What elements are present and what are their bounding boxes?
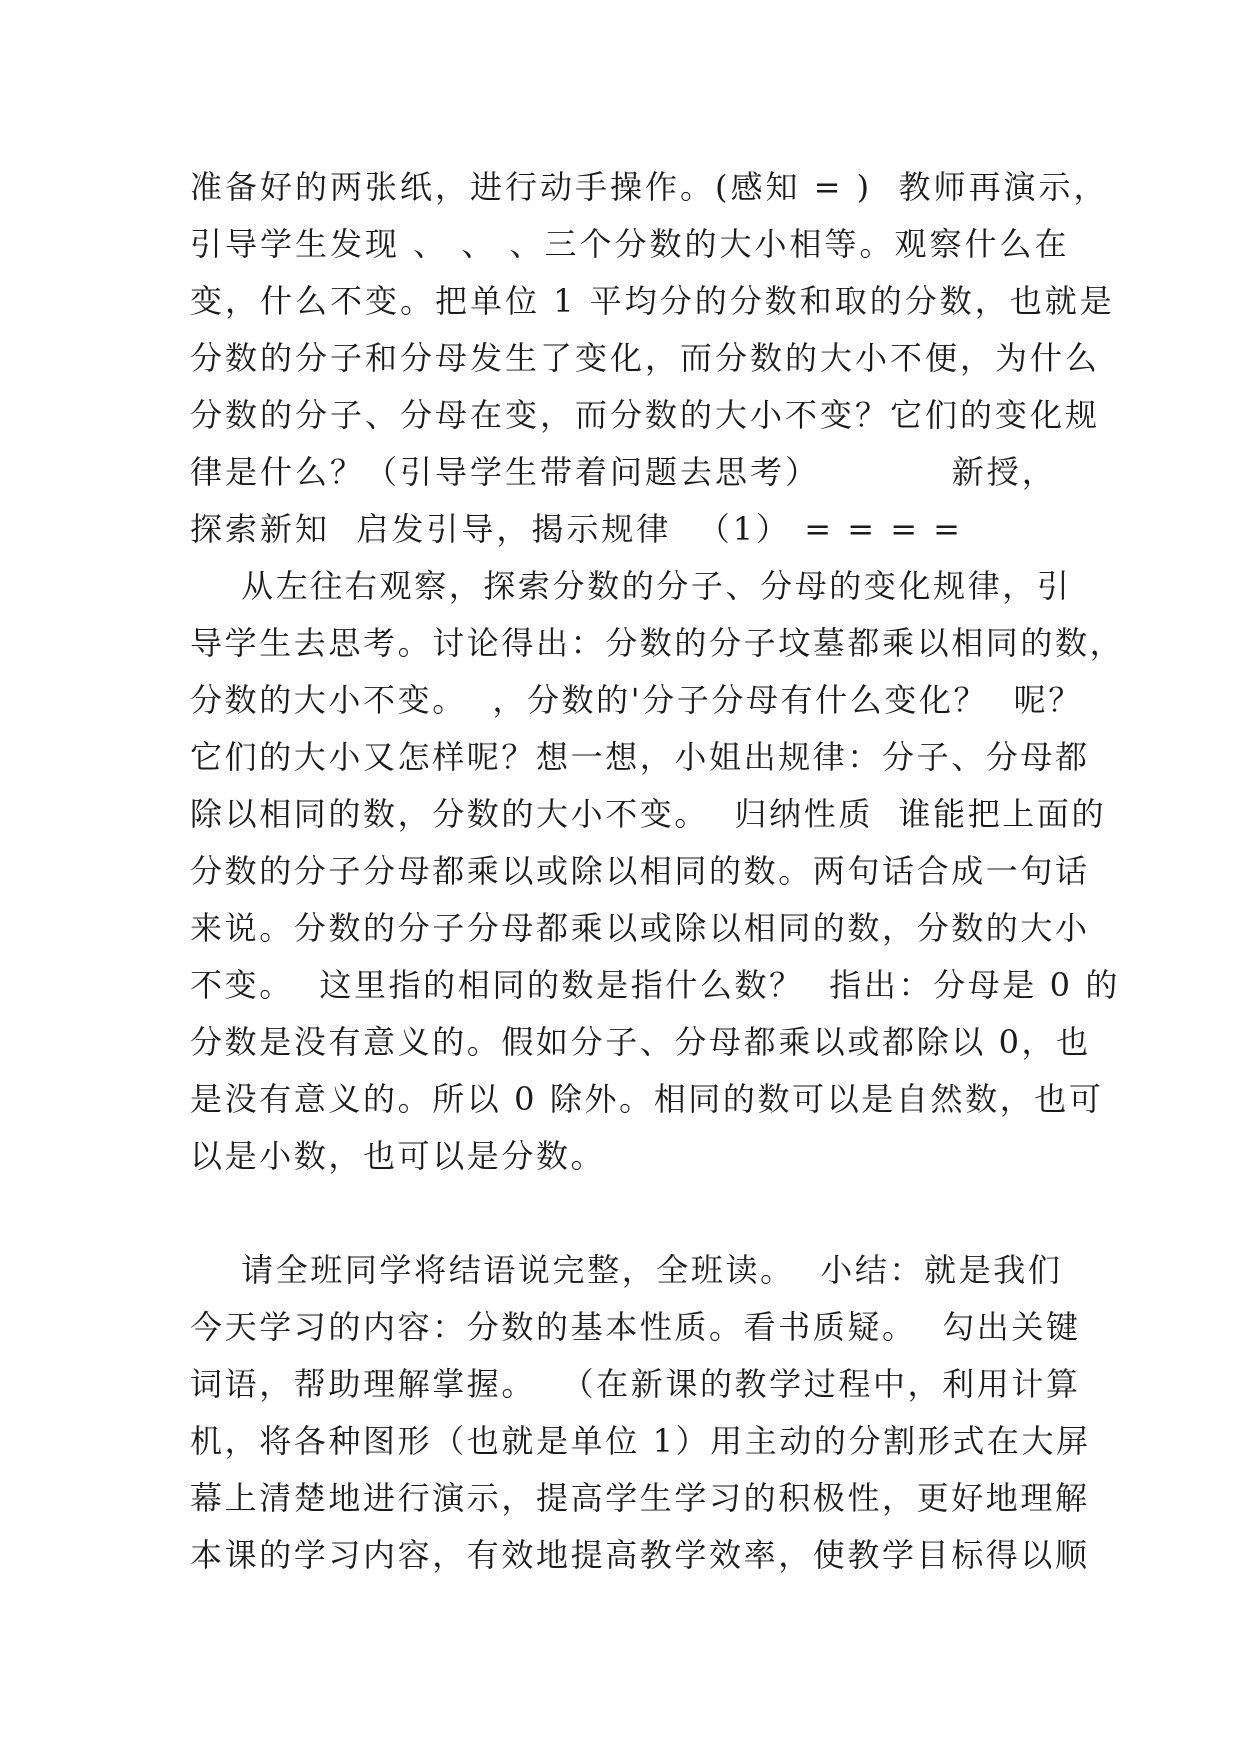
text-line: 变，什么不变。把单位 1 平均分的分数和取的分数，也就是: [190, 282, 1115, 320]
text-line: 从左往右观察，探索分数的分子、分母的变化规律，引: [190, 567, 1072, 605]
text-line: 请全班同学将结语说完整，全班读。 小结：就是我们: [190, 1251, 1063, 1289]
text-line: 分数的分子分母都乘以或除以相同的数。两句话合成一句话: [190, 852, 1090, 890]
text-line: 分数是没有意义的。假如分子、分母都乘以或都除以 0，也: [190, 1023, 1091, 1061]
text-line: 不变。 这里指的相同的数是指什么数？ 指出：分母是 0 的: [190, 966, 1120, 1004]
body-text: [190, 159, 1125, 1584]
text-line: 导学生去思考。讨论得出：分数的分子坟墓都乘以相同的数，: [190, 624, 1125, 662]
paragraph-3: [190, 1242, 1091, 1584]
text-line: [190, 1185, 1060, 1242]
text-line: 是没有意义的。所以 0 除外。相同的数可以是自然数，也可: [190, 1080, 1104, 1118]
text-line: 它们的大小又怎样呢？想一想，小姐出规律：分子、分母都: [190, 738, 1090, 776]
text-line: 今天学习的内容：分数的基本性质。看书质疑。 勾出关键: [190, 1308, 1081, 1346]
text-line: 探索新知 启发引导，揭示规律 （1） = = = =: [190, 510, 963, 548]
text-line: 幕上清楚地进行演示，提高学生学习的积极性，更好地理解: [190, 1479, 1090, 1517]
text-line: 律是什么？（引导学生带着问题去思考） 新授，: [190, 453, 1057, 491]
text-line: 准备好的两张纸，进行动手操作。(感知 = ) 教师再演示，: [190, 168, 1109, 206]
text-line: 除以相同的数，分数的大小不变。 归纳性质 谁能把上面的: [190, 795, 1107, 833]
paragraph-2: [190, 558, 1125, 1242]
text-line: 分数的分子、分母在变，而分数的大小不变？它们的变化规: [190, 396, 1101, 434]
text-line: 以是小数，也可以是分数。: [190, 1137, 606, 1175]
text-line: 来说。分数的分子分母都乘以或除以相同的数，分数的大小: [190, 909, 1090, 947]
text-line: 分数的分子和分母发生了变化，而分数的大小不便，为什么: [190, 339, 1101, 377]
text-line: 词语，帮助理解掌握。 （在新课的教学过程中，利用计算: [190, 1365, 1081, 1403]
text-line: 机，将各种图形（也就是单位 1）用主动的分割形式在大屏: [190, 1422, 1091, 1460]
paragraph-1: [190, 159, 1115, 558]
text-line: 本课的学习内容，有效地提高教学效率，使教学目标得以顺: [190, 1536, 1090, 1574]
text-line: 分数的大小不变。 ，分数的'分子分母有什么变化？ 呢？: [190, 681, 1083, 719]
text-line: 引导学生发现 、 、 、三个分数的大小相等。观察什么在: [190, 225, 1070, 263]
